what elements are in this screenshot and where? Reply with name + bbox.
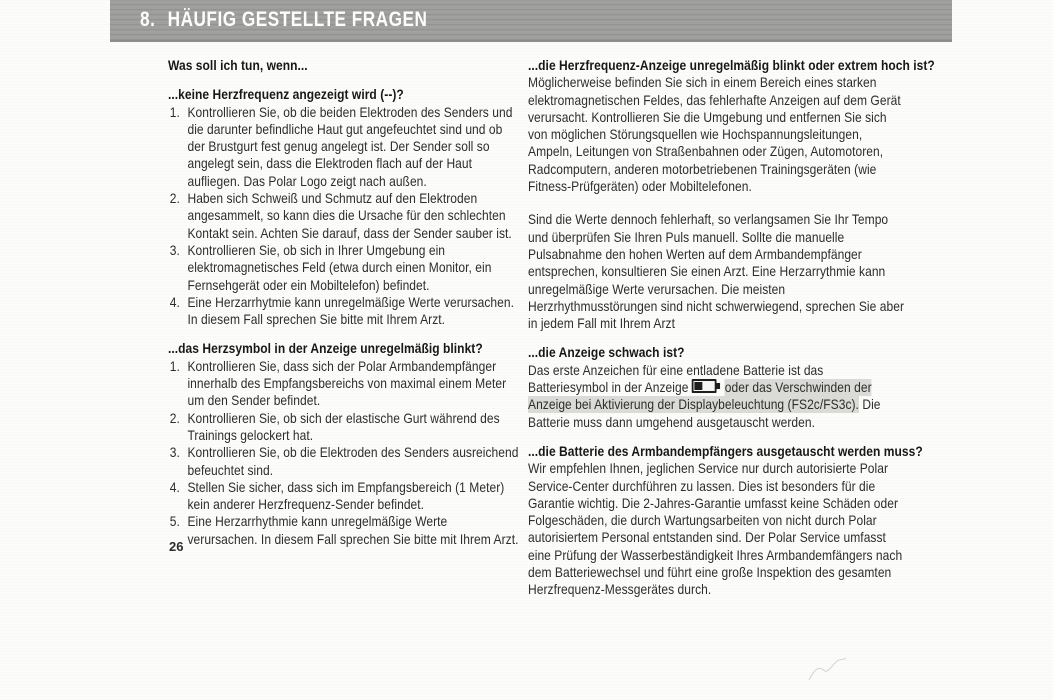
list-item <box>168 358 520 410</box>
question-heading: ...die Anzeige schwach ist? <box>528 345 685 361</box>
faq-section-no-heart-rate <box>168 86 520 328</box>
paragraph-with-battery-symbol <box>528 362 907 431</box>
list-item-number: 4. <box>169 294 180 310</box>
list-item-number: 4. <box>169 479 180 495</box>
list-item-text: Kontrollieren Sie, ob die beiden Elektroden des Senders und die darunter befindliche Haut gut angefeuchtet sind und ob der Brustgurt fest genug angelegt ist. Der Sender soll so angelegt sein, dass die Elektroden flach auf der Haut aufliegen. Das Polar Logo zeigt nach außen. <box>187 104 513 189</box>
list-item <box>168 410 520 445</box>
battery-paragraph-tail: Die Batterie muss dann umgehend ausgetauscht werden. <box>528 397 881 430</box>
chapter-header-bar <box>110 0 952 42</box>
chapter-number: 8. <box>140 8 156 31</box>
paragraph: Wir empfehlen Ihnen, jeglichen Service nur durch autorisierte Polar Service-Center durchführen zu lassen. Dies ist besonders für die Garantie wichtig. Die 2-Jahres-Garantie umfasst keine Schäden oder Folgeschäden, die durch Wartungsarbeiten von nicht durch Polar autorisiertem Personal entstanden sind. Der Polar Service umfasst eine Prüfung der Wasserbeständigkeit Ihres Armbandemfängers nach dem Batteriewechsel und führt eine große Inspektion des gesamten Herzfrequenz-Messgerätes durch. <box>528 461 903 598</box>
list-item-text: Kontrollieren Sie, ob die Elektroden des Senders ausreichend befeuchtet sind. <box>187 445 519 478</box>
question-heading: ...die Batterie des Armbandempfängers ausgetauscht werden muss? <box>528 443 923 459</box>
list-item-number: 3. <box>169 445 180 461</box>
list-item-text: Haben sich Schweiß und Schmutz auf den Elektroden angesammelt, so kann dies die Ursache für den schlechten Kontakt sein. Achten Sie darauf, dass der Sender sauber ist. <box>187 191 512 241</box>
list-item <box>168 104 520 190</box>
list-item <box>168 444 520 479</box>
question-heading: ...die Herzfrequenz-Anzeige unregelmäßig blinkt oder extrem hoch ist? <box>528 58 935 73</box>
question-heading: ...keine Herzfrequenz angezeigt wird (--)? <box>168 87 404 103</box>
list-item <box>168 190 520 242</box>
highlighted-text: oder das Verschwinden der Anzeige bei Aktivierung der Displaybeleuchtung (FS2c/FS3c). <box>528 380 872 413</box>
battery-paragraph-lead: Das erste Anzeichen für eine entladene Batterie ist das Batteriesymbol in der Anzeige <box>528 362 824 396</box>
list-item-number: 2. <box>169 191 180 207</box>
chapter-title-text: HÄUFIG GESTELLTE FRAGEN <box>167 8 428 31</box>
faq-section-battery-replacement <box>528 443 923 599</box>
faq-section-heart-symbol-blinks <box>168 340 520 548</box>
list-item <box>168 242 520 294</box>
paragraph: Sind die Werte dennoch fehlerhaft, so verlangsamen Sie Ihr Tempo und überprüfen Sie Ihren Puls manuell. Sollte die manuelle Pulsabnahme den hohen Werten auf dem Armbandempfänger entsprechen, konsultieren Sie einen Arzt. Eine Herzarrythmie kann unregelmäßige Werte verursachen. Die meisten Herzrhythmusstörungen sind nicht schwerwiegend, sprechen Sie aber in jedem Fall mit Ihrem Arzt <box>528 212 905 332</box>
faq-section-display-weak <box>528 344 907 430</box>
list-item <box>168 479 520 514</box>
page-number: 26 <box>169 539 184 554</box>
left-column <box>168 57 520 548</box>
chapter-title <box>140 8 427 32</box>
answer-list <box>168 104 520 329</box>
battery-fill-segment <box>695 382 703 390</box>
list-item <box>168 513 520 548</box>
paragraph: Möglicherweise befinden Sie sich in einem Bereich eines starken elektromagnetischen Feldes, das fehlerhafte Anzeigen auf dem Gerät verursacht. Kontrollieren Sie die Umgebung und entfernen Sie sich von möglichen Störungsquellen wie Hochspannungsleitungen, Ampeln, Leitungen von Straßenbahnen oder Zügen, Automotoren, Radcomputern, anderen motorbetriebenen Trainingsgeräten (wie Fitness-Prüfgeräten) oder Mobiltelefonen. <box>528 75 901 195</box>
list-item-text: Eine Herzarrhythmie kann unregelmäßige Werte verursachen. In diesem Fall sprechen Sie bitte mit Ihrem Arzt. <box>187 514 519 547</box>
list-item-number: 2. <box>169 410 180 426</box>
question-heading: ...das Herzsymbol in der Anzeige unregelmäßig blinkt? <box>168 341 483 357</box>
pencil-mark <box>804 653 853 688</box>
list-item-text: Kontrollieren Sie, ob sich der elastische Gurt während des Trainings gelockert hat. <box>187 410 500 443</box>
list-item-number: 1. <box>169 104 180 120</box>
faq-section-irregular-display <box>528 57 935 332</box>
list-item-number: 3. <box>169 242 180 258</box>
list-item-text: Kontrollieren Sie, dass sich der Polar Armbandempfänger innerhalb des Empfangsbereichs von maximal einem Meter um den Sender befindet. <box>187 358 507 409</box>
right-column <box>528 57 935 599</box>
list-item <box>168 294 520 329</box>
list-item-text: Kontrollieren Sie, ob sich in Ihrer Umgebung ein elektromagnetisches Feld (etwa durch einen Monitor, ein Fernsehgerät oder ein Mobiltelefon) befindet. <box>187 242 492 293</box>
battery-low-icon <box>692 379 717 393</box>
answer-list <box>168 358 520 548</box>
list-item-number: 5. <box>169 514 180 530</box>
list-item-text: Stellen Sie sicher, dass sich im Empfangsbereich (1 Meter) kein anderer Herzfrequenz-Sender befindet. <box>187 479 505 513</box>
list-item-text: Eine Herzarrhytmie kann unregelmäßige Werte verursachen. In diesem Fall sprechen Sie bitte mit Ihrem Arzt. <box>187 294 515 328</box>
intro-line: Was soll ich tun, wenn... <box>168 58 308 73</box>
list-item-number: 1. <box>169 358 180 374</box>
